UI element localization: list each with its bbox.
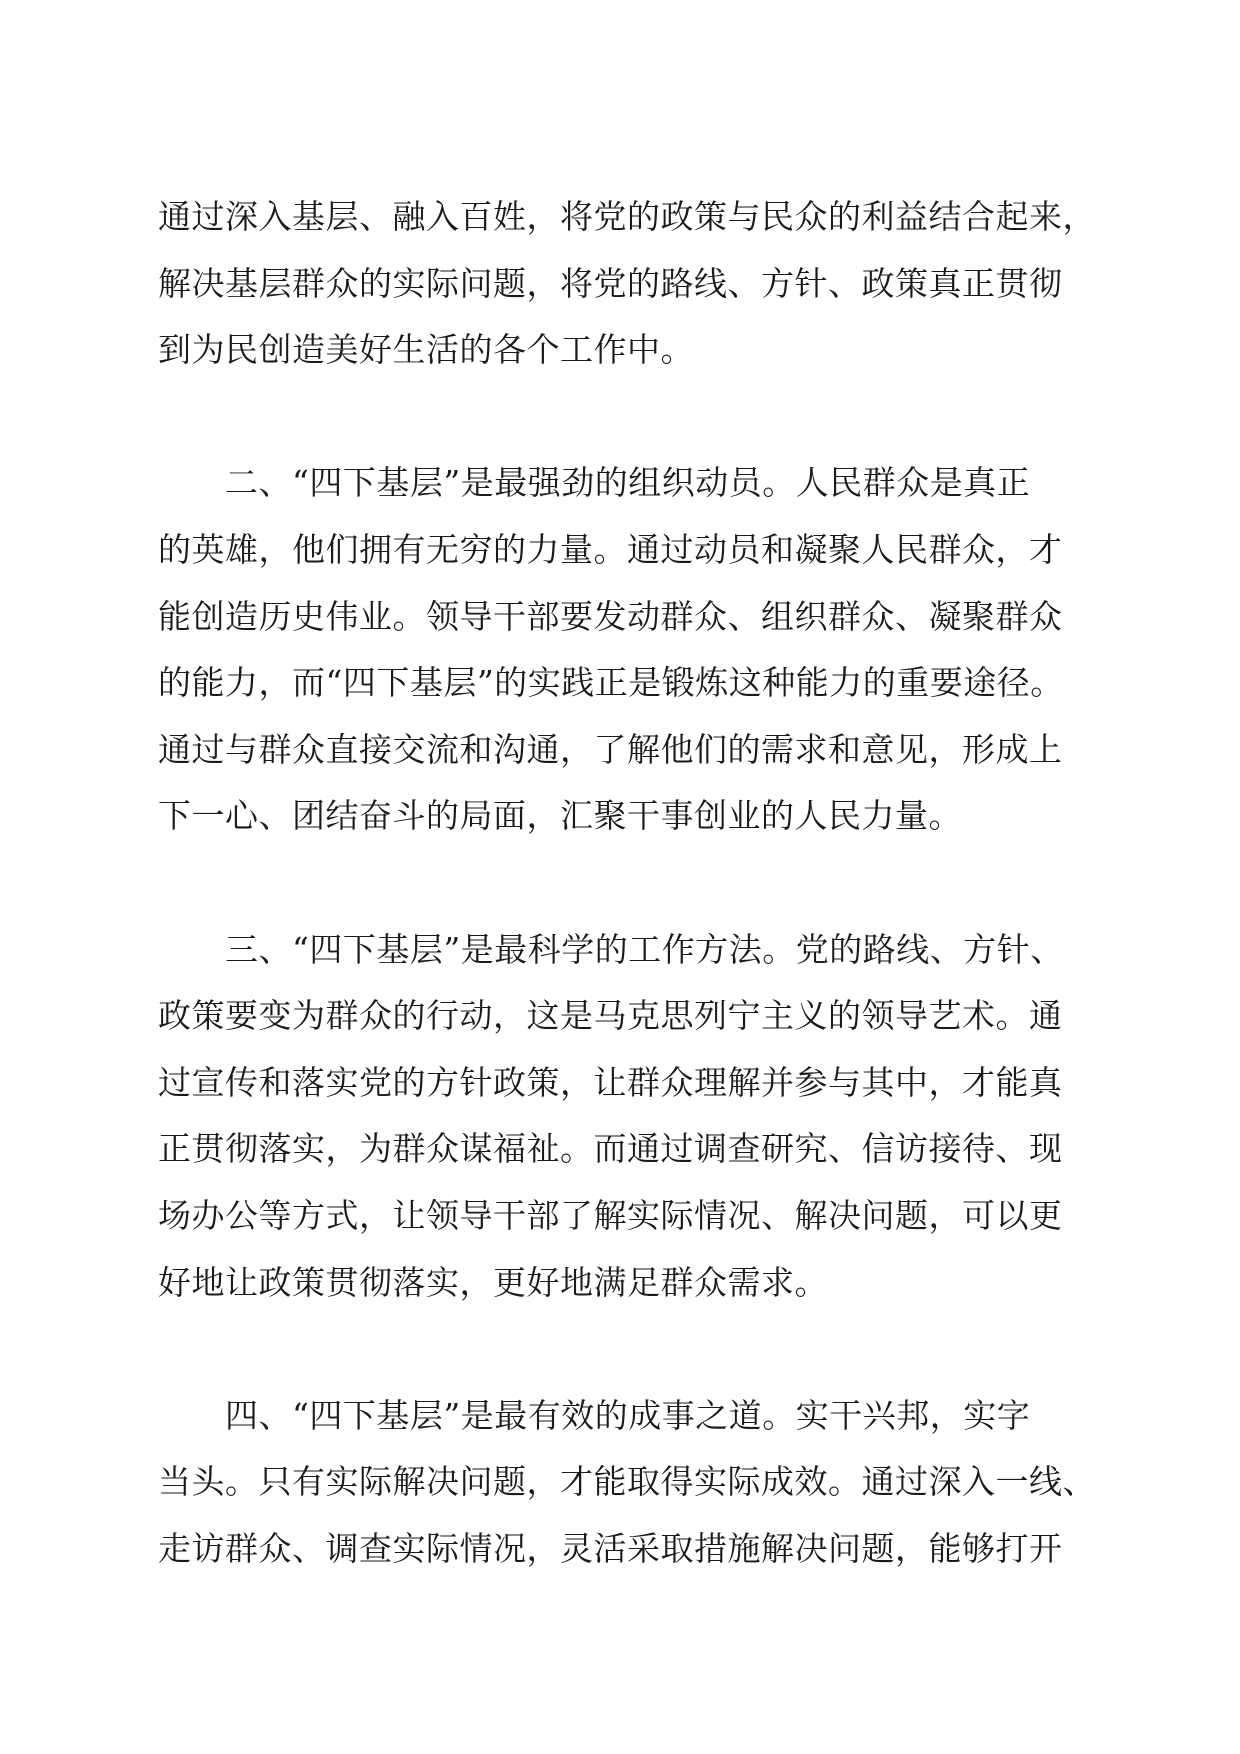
paragraph-section-3: [158, 917, 1078, 1317]
text-line: 通过深入基层、融入百姓，将党的政策与民众的利益结合起来，: [158, 197, 1096, 236]
paragraph-continuation: [158, 184, 1096, 384]
text-line: 场办公等方式，让领导干部了解实际情况、解决问题，可以更: [158, 1195, 1063, 1235]
text-line: 走访群众、调查实际情况，灵活采取措施解决问题，能够打开: [158, 1528, 1063, 1568]
text-line: 通过与群众直接交流和沟通，了解他们的需求和意见，形成上: [158, 729, 1063, 769]
text-line: 能创造历史伟业。领导干部要发动群众、组织群众、凝聚群众: [158, 596, 1063, 636]
text-line: 到为民创造美好生活的各个工作中。: [158, 330, 694, 370]
paragraph-section-2: [158, 450, 1078, 850]
text-line: 当头。只有实际解决问题，才能取得实际成效。通过深入一线、: [158, 1462, 1096, 1502]
text-line: 政策要变为群众的行动，这是马克思列宁主义的领导艺术。通: [158, 996, 1063, 1036]
text-line: 下一心、团结奋斗的局面，汇聚干事创业的人民力量。: [158, 796, 962, 836]
text-line: 的英雄，他们拥有无穷的力量。通过动员和凝聚人民群众，才: [158, 529, 1063, 569]
text-line: 的能力，而“四下基层”的实践正是锻炼这种能力的重要途径。: [158, 663, 1064, 703]
text-line: 二、“四下基层”是最强劲的组织动员。人民群众是真正: [225, 463, 1031, 503]
document-body: [158, 184, 1096, 1582]
text-line: 三、“四下基层”是最科学的工作方法。党的路线、方针、: [225, 929, 1064, 969]
text-line: 过宣传和落实党的方针政策，让群众理解并参与其中，才能真: [158, 1062, 1063, 1102]
text-line: 四、“四下基层”是最有效的成事之道。实干兴邦，实字: [225, 1395, 1031, 1435]
text-line: 好地让政策贯彻落实，更好地满足群众需求。: [158, 1262, 828, 1302]
text-line: 解决基层群众的实际问题，将党的路线、方针、政策真正贯彻: [158, 263, 1063, 303]
text-line: 正贯彻落实，为群众谋福祉。而通过调查研究、信访接待、现: [158, 1129, 1063, 1169]
paragraph-section-4: [158, 1383, 1096, 1583]
